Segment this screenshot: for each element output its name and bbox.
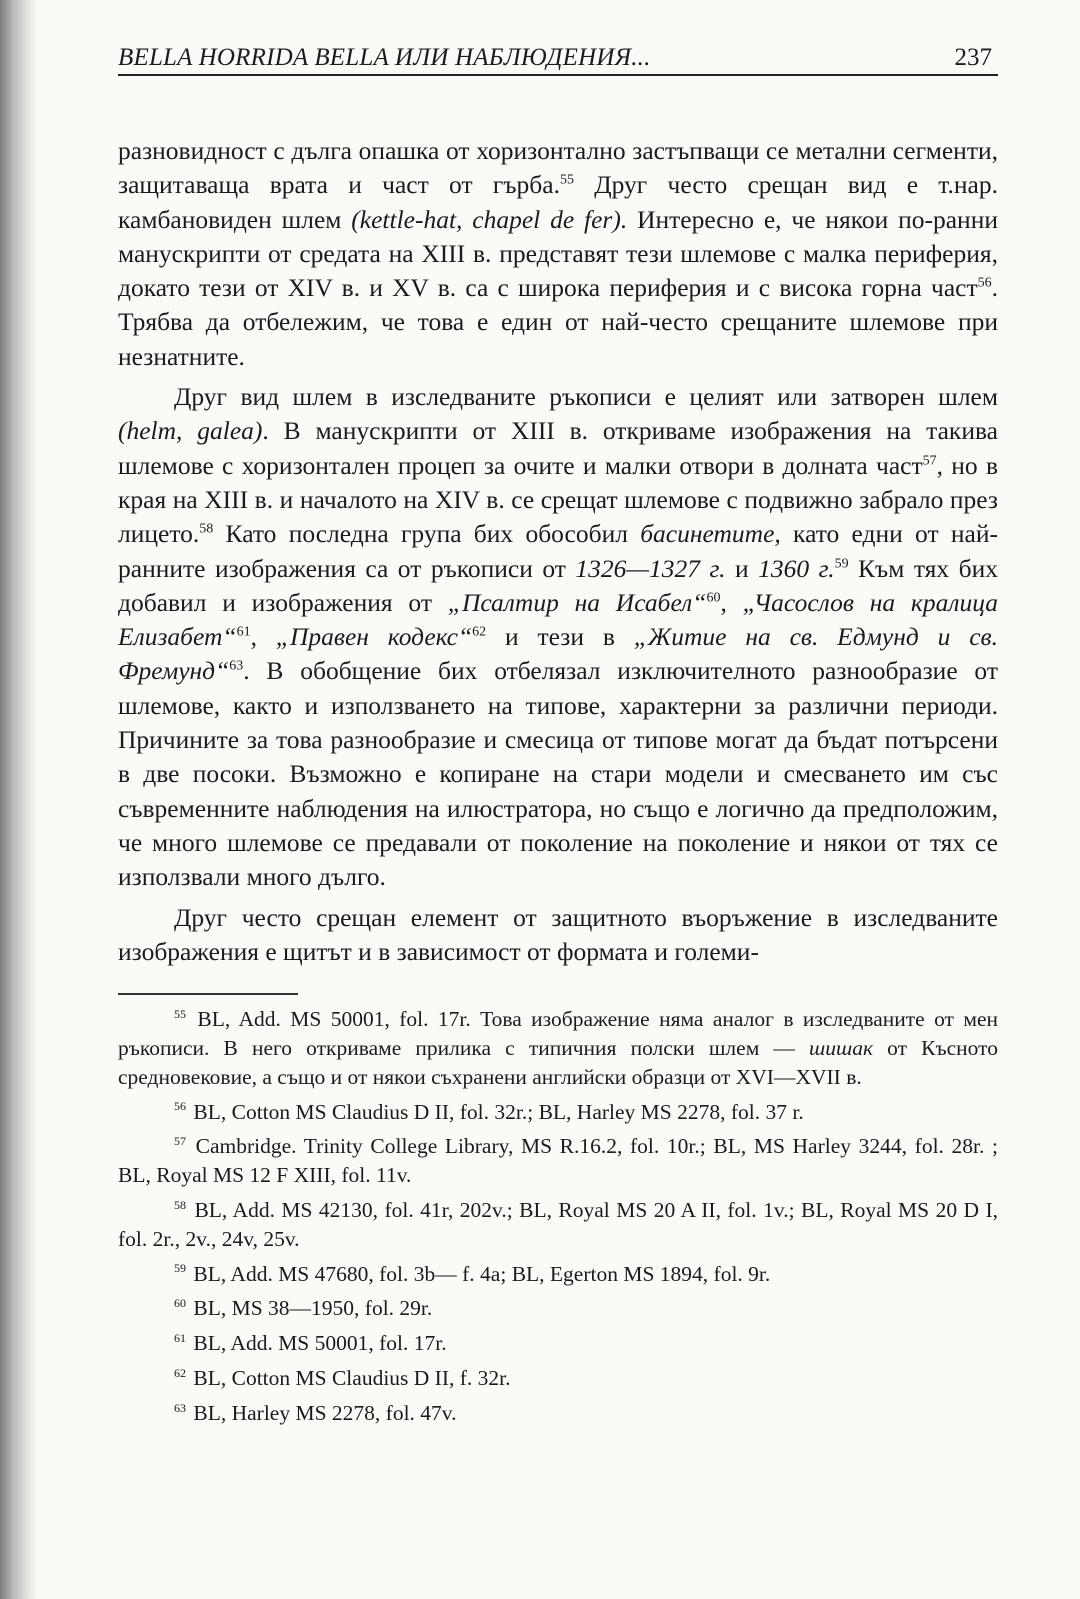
footnote-number: 55 bbox=[174, 1006, 186, 1021]
footnote-ref: 59 bbox=[834, 556, 849, 572]
footnote-number: 58 bbox=[174, 1197, 186, 1212]
text-run: разновидност с дълга опашка от хоризонтално застъпващи се метални сегменти, защитаваща врата и част от гърба. bbox=[118, 136, 998, 200]
running-title: BELLA HORRIDA BELLA ИЛИ НАБЛЮДЕНИЯ... bbox=[118, 44, 651, 71]
italic-run: „Житие на св. Едмунд и св. Фремунд“ bbox=[118, 622, 998, 686]
footnote-number: 57 bbox=[174, 1134, 186, 1149]
footnotes bbox=[118, 1005, 998, 1427]
footnote bbox=[118, 1364, 998, 1393]
text-run: . В манускрипти от XIII в. откриваме изображения на такива шлемове с хоризонтален процеп за очите и малки отвори в долната част bbox=[118, 416, 998, 480]
text-run: Като последна група бих обособил bbox=[213, 519, 641, 549]
footnote-ref: 60 bbox=[706, 590, 721, 606]
paragraph-3 bbox=[118, 901, 998, 970]
italic-run: басинетите, bbox=[640, 519, 781, 549]
footnote-number: 59 bbox=[174, 1261, 186, 1276]
italic-run: „Псалтир на Исабел“ bbox=[447, 587, 707, 617]
footnote-ref: 55 bbox=[559, 172, 574, 188]
italic-run: 1360 г. bbox=[758, 553, 835, 583]
text-run: . В обобщение бих отбелязал изключителното разнообразие от шлемове, както и използването на типове, характерни за различни периоди. Причините за това разнообразие и смесица от типове могат да бъдат потърсени в две посоки. Възможно е копиране на стари модели и смесването им със съвременните наблюдения на илюстратора, но също е логично да предположим, че много шлемове се предавали от поколение на поколение и някои от тях се използвали много дълго. bbox=[118, 656, 998, 892]
text-run: като едни от най-ранните изображения са от ръкописи от bbox=[118, 519, 998, 583]
running-header bbox=[118, 38, 998, 76]
footnote bbox=[118, 1196, 998, 1254]
footnote bbox=[118, 1132, 998, 1190]
footnote-text: от Късното средновековие, а също и от някои съхранени английски образци от XVI—XVII в. bbox=[118, 1035, 998, 1089]
footnote-number: 60 bbox=[174, 1296, 186, 1311]
footnote bbox=[118, 1329, 998, 1358]
text-run: Към тях бих добавил и изображения от bbox=[118, 553, 998, 617]
footnote bbox=[118, 1260, 998, 1289]
footnote-text: Cambridge. Trinity College Library, MS R.16.2, fol. 10r.; BL, MS Harley 3244, fol. 28r. ; BL, Royal MS 12 F XIII, fol. 11v. bbox=[118, 1134, 999, 1188]
footnote bbox=[118, 1399, 998, 1428]
footnote-ref: 63 bbox=[229, 658, 244, 674]
footnote-text: BL, Add. MS 50001, fol. 17r. bbox=[193, 1331, 447, 1356]
text-run: Друг вид шлем в изследваните ръкописи е целият или затворен шлем bbox=[174, 382, 998, 412]
footnote-text: BL, Add. MS 47680, fol. 3b— f. 4a; BL, Egerton MS 1894, fol. 9r. bbox=[193, 1261, 771, 1286]
text-run: Интересно е, че някои по-ранни манускрипти от средата на XIII в. представят тези шлемове с малка периферия, докато тези от XIV в. и XV в. са с широка периферия и с висока горна част bbox=[118, 204, 998, 303]
text-run: и тези в bbox=[486, 622, 634, 652]
italic-run: „Часослов на кралица Елизабет“ bbox=[118, 587, 999, 652]
footnote-ref: 58 bbox=[199, 521, 214, 537]
text-run: , но в края на XIII в. и началото на XIV в. се срещат шлемове с подвижно забрало през лицето. bbox=[118, 450, 999, 549]
paragraph-2 bbox=[118, 380, 998, 894]
main-text bbox=[118, 134, 998, 969]
text-run: и bbox=[725, 553, 759, 583]
footnote-text: BL, Cotton MS Claudius D II, f. 32r. bbox=[193, 1365, 511, 1390]
footnote-ref: 62 bbox=[472, 624, 487, 640]
footnote-text: BL, MS 38—1950, fol. 29r. bbox=[193, 1296, 433, 1321]
footnote-ref: 61 bbox=[236, 624, 251, 640]
footnote bbox=[118, 1098, 998, 1127]
italic-run: „Правен кодекс“ bbox=[275, 622, 473, 652]
text-run: . Трябва да отбележим, че това е един от най-често срещаните шлемове при незнатните. bbox=[118, 273, 998, 371]
paragraph-1 bbox=[118, 134, 998, 374]
footnote-number: 63 bbox=[174, 1400, 186, 1415]
italic-run: (helm, galea) bbox=[118, 416, 263, 446]
footnote-ref: 56 bbox=[977, 275, 992, 291]
book-spine-shadow bbox=[0, 0, 38, 1599]
italic-run: (kettle-hat, chapel de fer). bbox=[351, 204, 628, 234]
footnote-italic: шишак bbox=[809, 1035, 874, 1060]
footnote-number: 62 bbox=[174, 1365, 186, 1380]
page-number: 237 bbox=[954, 44, 992, 71]
text-run: Друг често срещан вид е т.нар. камбановиден шлем bbox=[118, 170, 999, 234]
footnote-separator bbox=[118, 993, 298, 995]
footnote-number: 56 bbox=[174, 1099, 186, 1114]
footnote-text: BL, Harley MS 2278, fol. 47v. bbox=[193, 1400, 457, 1425]
footnote-number: 61 bbox=[174, 1330, 186, 1345]
book-page bbox=[118, 38, 998, 1433]
footnote bbox=[118, 1005, 998, 1091]
footnote-text: BL, Cotton MS Claudius D II, fol. 32r.; BL, Harley MS 2278, fol. 37 r. bbox=[193, 1099, 804, 1124]
italic-run: 1326—1327 г. bbox=[575, 553, 726, 583]
footnote bbox=[118, 1294, 998, 1323]
footnote-ref: 57 bbox=[922, 453, 937, 469]
text-run: , bbox=[720, 587, 743, 617]
footnote-text: BL, Add. MS 50001, fol. 17r. Това изображение няма аналог в изследваните от мен ръкописи. В него откриваме прилика с типичния полски шлем — bbox=[118, 1007, 998, 1060]
text-run: , bbox=[250, 622, 276, 652]
footnote-text: BL, Add. MS 42130, fol. 41r, 202v.; BL, Royal MS 20 A II, fol. 1v.; BL, Royal MS 20 D I, fol. 2r., 2v., 24v, 25v. bbox=[118, 1197, 998, 1251]
text-run: Друг често срещан елемент от защитното въоръжение в изследваните изображения е щитът и в зависимост от формата и големи- bbox=[118, 902, 998, 966]
